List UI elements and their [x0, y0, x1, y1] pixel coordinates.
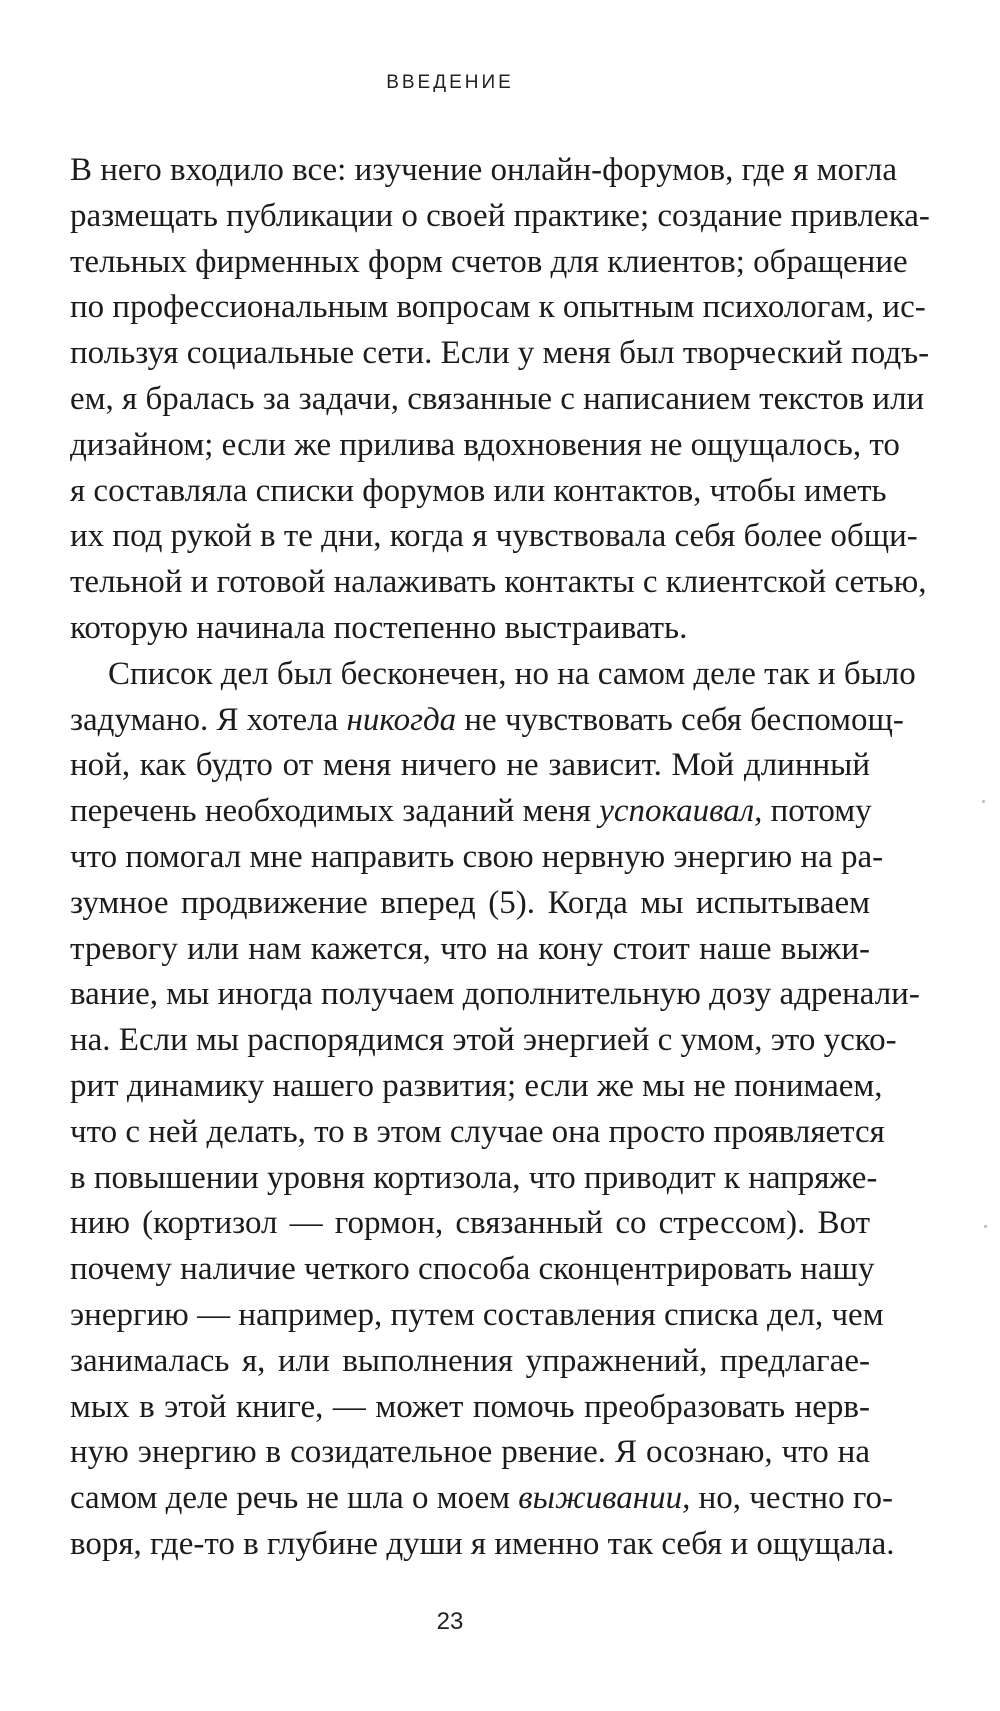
paragraph	[70, 148, 930, 652]
italic-emphasis: никогда	[346, 701, 457, 738]
text-line: воря, где-то в глубине души я именно так себя и ощущала.	[70, 1525, 895, 1562]
paragraph	[70, 652, 920, 1568]
text-line: рит динамику нашего развития; если же мы не понимаем,	[70, 1067, 883, 1104]
text-run: но, честно го-	[690, 1480, 894, 1517]
text-line	[70, 698, 904, 744]
text-line: тельных фирменных форм счетов для клиентов; обращение	[70, 243, 908, 280]
text-line: размещать публикации о своей практике; создание привлека-	[70, 197, 930, 234]
text-line: на. Если мы распорядимся этой энергией с умом, это уско-	[70, 1022, 897, 1059]
italic-emphasis: выживании,	[518, 1480, 691, 1517]
text-line: которую начинала постепенно выстраивать.	[70, 609, 688, 646]
paper-speck	[984, 1225, 987, 1228]
text-line: ную энергию в созидательное рвение. Я осознаю, что на	[70, 1434, 870, 1471]
body-text	[70, 148, 930, 1568]
text-line: занималась я, или выполнения упражнений, предлагае-	[70, 1342, 870, 1379]
page-number: 23	[436, 1608, 464, 1635]
text-line: ем, я бралась за задачи, связанные с написанием текстов или	[70, 380, 925, 417]
text-run: не чувствовать себя беспомощ-	[456, 701, 904, 738]
text-line: почему наличие четкого способа сконцентрировать нашу	[70, 1251, 875, 1288]
running-head: ВВЕДЕНИЕ	[386, 72, 514, 93]
text-line: энергию — например, путем составления списка дел, чем	[70, 1296, 884, 1333]
text-line: мых в этой книге, — может помочь преобразовать нерв-	[70, 1388, 870, 1425]
text-line: вание, мы иногда получаем дополнительную дозу адренали-	[70, 976, 920, 1013]
text-line: в повышении уровня кортизола, что приводит к напряже-	[70, 1159, 878, 1196]
text-line	[70, 789, 870, 835]
text-line: что помогал мне направить свою нервную энергию на ра-	[70, 838, 884, 875]
text-line: Список дел был бесконечен, но на самом деле так и было	[108, 655, 916, 692]
text-run: самом деле речь не шла о моем	[70, 1480, 519, 1517]
text-run: задумано. Я хотела	[70, 701, 347, 738]
text-line: тревогу или нам кажется, что на кону стоит наше выжи-	[70, 930, 870, 967]
text-line	[70, 1476, 894, 1522]
text-line: В него входило все: изучение онлайн-форумов, где я могла	[70, 152, 897, 188]
paper-speck	[982, 800, 985, 803]
text-line: зумное продвижение вперед (5). Когда мы испытываем	[70, 884, 870, 921]
text-line: пользуя социальные сети. Если у меня был творческий подъ-	[70, 335, 930, 372]
italic-emphasis: успокаивал,	[599, 793, 763, 830]
text-line: по профессиональным вопросам к опытным психологам, ис-	[70, 289, 926, 326]
text-line: их под рукой в те дни, когда я чувствовала себя более общи-	[70, 518, 918, 555]
text-line: ной, как будто от меня ничего не зависит. Мой длинный	[70, 747, 870, 784]
text-run: перечень необходимых заданий меня	[70, 793, 600, 830]
text-line: что с ней делать, то в этом случае она просто проявляется	[70, 1113, 885, 1150]
text-line: тельной и готовой налаживать контакты с клиентской сетью,	[70, 564, 927, 601]
text-line: дизайном; если же прилива вдохновения не ощущалось, то	[70, 426, 900, 463]
text-line: я составляла списки форумов или контактов, чтобы иметь	[70, 472, 887, 509]
text-line: нию (кортизол — гормон, связанный со стрессом). Вот	[70, 1205, 870, 1242]
text-run: потому	[762, 793, 872, 830]
